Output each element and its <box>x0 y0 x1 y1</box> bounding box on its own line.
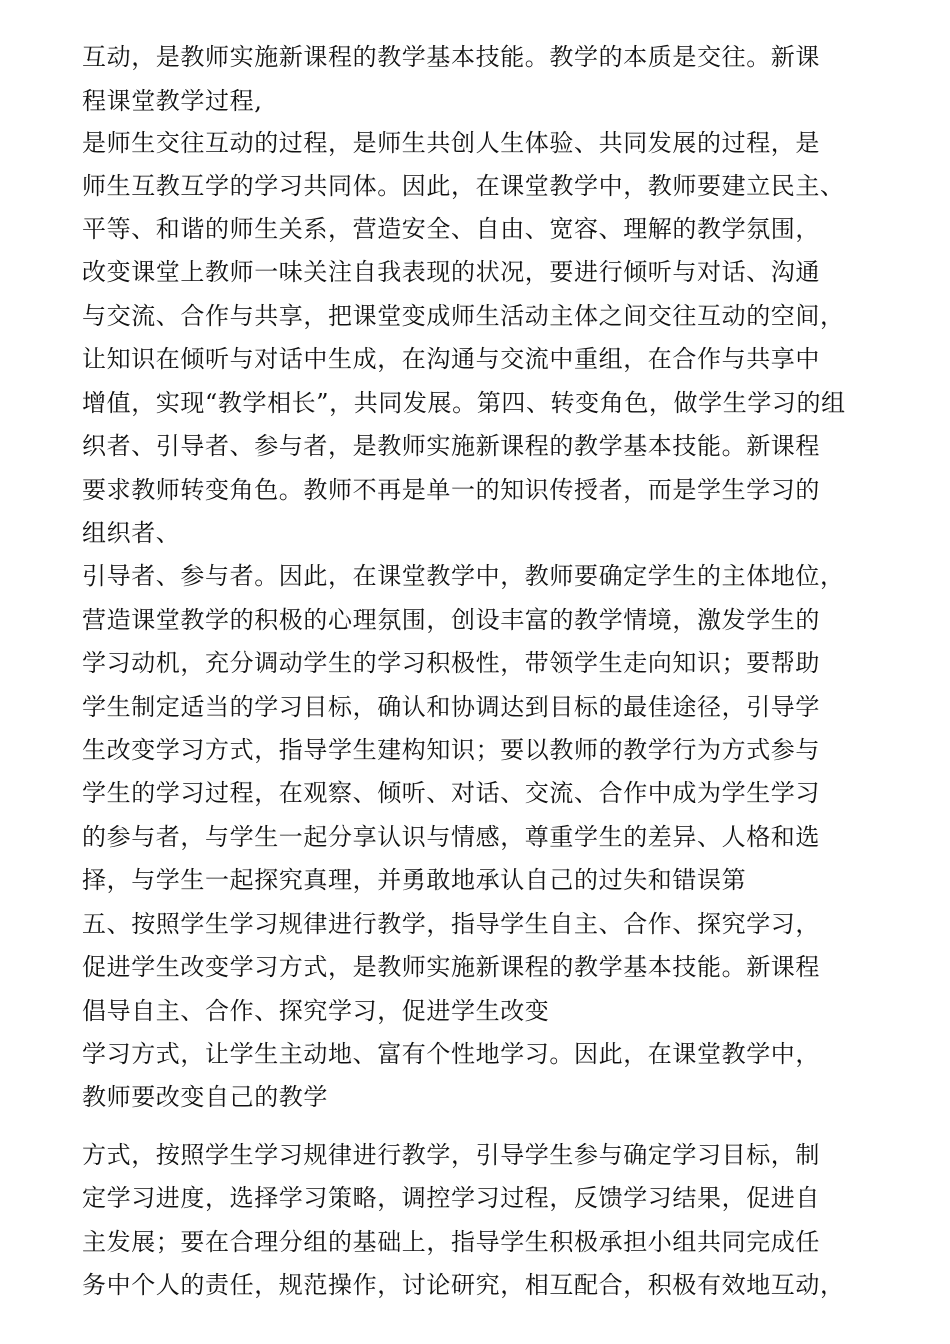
text-line: 师生互教互学的学习共同体。因此，在课堂教学中，教师要建立民主、 <box>82 172 845 200</box>
text-line: 平等、和谐的师生关系，营造安全、自由、宽容、理解的教学氛围， <box>82 215 820 243</box>
text-line: 程课堂教学过程, <box>82 87 263 115</box>
text-line: 互动，是教师实施新课程的教学基本技能。教学的本质是交往。新课 <box>82 43 820 71</box>
text-line: 改变课堂上教师一味关注自我表现的状况，要进行倾听与对话、沟通 <box>82 258 820 286</box>
text-line: 是师生交往互动的过程，是师生共创人生体验、共同发展的过程，是 <box>82 129 820 157</box>
text-line: 五、按照学生学习规律进行教学，指导学生自主、合作、探究学习， <box>82 910 820 938</box>
text-line: 学生的学习过程，在观察、倾听、对话、交流、合作中成为学生学习 <box>82 779 820 807</box>
text-line: 倡导自主、合作、探究学习，促进学生改变 <box>82 997 550 1025</box>
text-line: 务中个人的责任，规范操作，讨论研究，相互配合，积极有效地互动， <box>82 1271 845 1299</box>
text-line: 学生制定适当的学习目标，确认和协调达到目标的最佳途径，引导学 <box>82 693 820 721</box>
text-line: 主发展；要在合理分组的基础上，指导学生积极承担小组共同完成任 <box>82 1228 820 1256</box>
text-line: 的参与者，与学生一起分享认识与情感，尊重学生的差异、人格和选 <box>82 823 820 851</box>
text-line: 要求教师转变角色。教师不再是单一的知识传授者，而是学生学习的 <box>82 476 820 504</box>
text-line: 与交流、合作与共享，把课堂变成师生活动主体之间交往互动的空间， <box>82 302 845 330</box>
text-line: 引导者、参与者。因此，在课堂教学中，教师要确定学生的主体地位， <box>82 562 845 590</box>
text-line: 学习方式，让学生主动地、富有个性地学习。因此，在课堂教学中， <box>82 1040 820 1068</box>
text-line: 增值，实现“教学相长”，共同发展。第四、转变角色，做学生学习的组 <box>82 389 846 417</box>
text-line: 择，与学生一起探究真理，并勇敢地承认自己的过失和错误第 <box>82 866 747 894</box>
text-line: 生改变学习方式，指导学生建构知识；要以教师的教学行为方式参与 <box>82 736 820 764</box>
text-line: 让知识在倾听与对话中生成，在沟通与交流中重组，在合作与共享中 <box>82 345 820 373</box>
text-line: 学习动机，充分调动学生的学习积极性，带领学生走向知识；要帮助 <box>82 649 820 677</box>
text-line: 组织者、 <box>82 519 181 547</box>
text-line: 促进学生改变学习方式，是教师实施新课程的教学基本技能。新课程 <box>82 953 820 981</box>
text-line: 定学习进度，选择学习策略，调控学习过程，反馈学习结果，促进自 <box>82 1184 820 1212</box>
text-line: 织者、引导者、参与者，是教师实施新课程的教学基本技能。新课程 <box>82 432 820 460</box>
text-line: 教师要改变自己的教学 <box>82 1083 328 1111</box>
text-line: 营造课堂教学的积极的心理氛围，创设丰富的教学情境，激发学生的 <box>82 606 820 634</box>
text-line: 方式，按照学生学习规律进行教学，引导学生参与确定学习目标，制 <box>82 1141 820 1169</box>
